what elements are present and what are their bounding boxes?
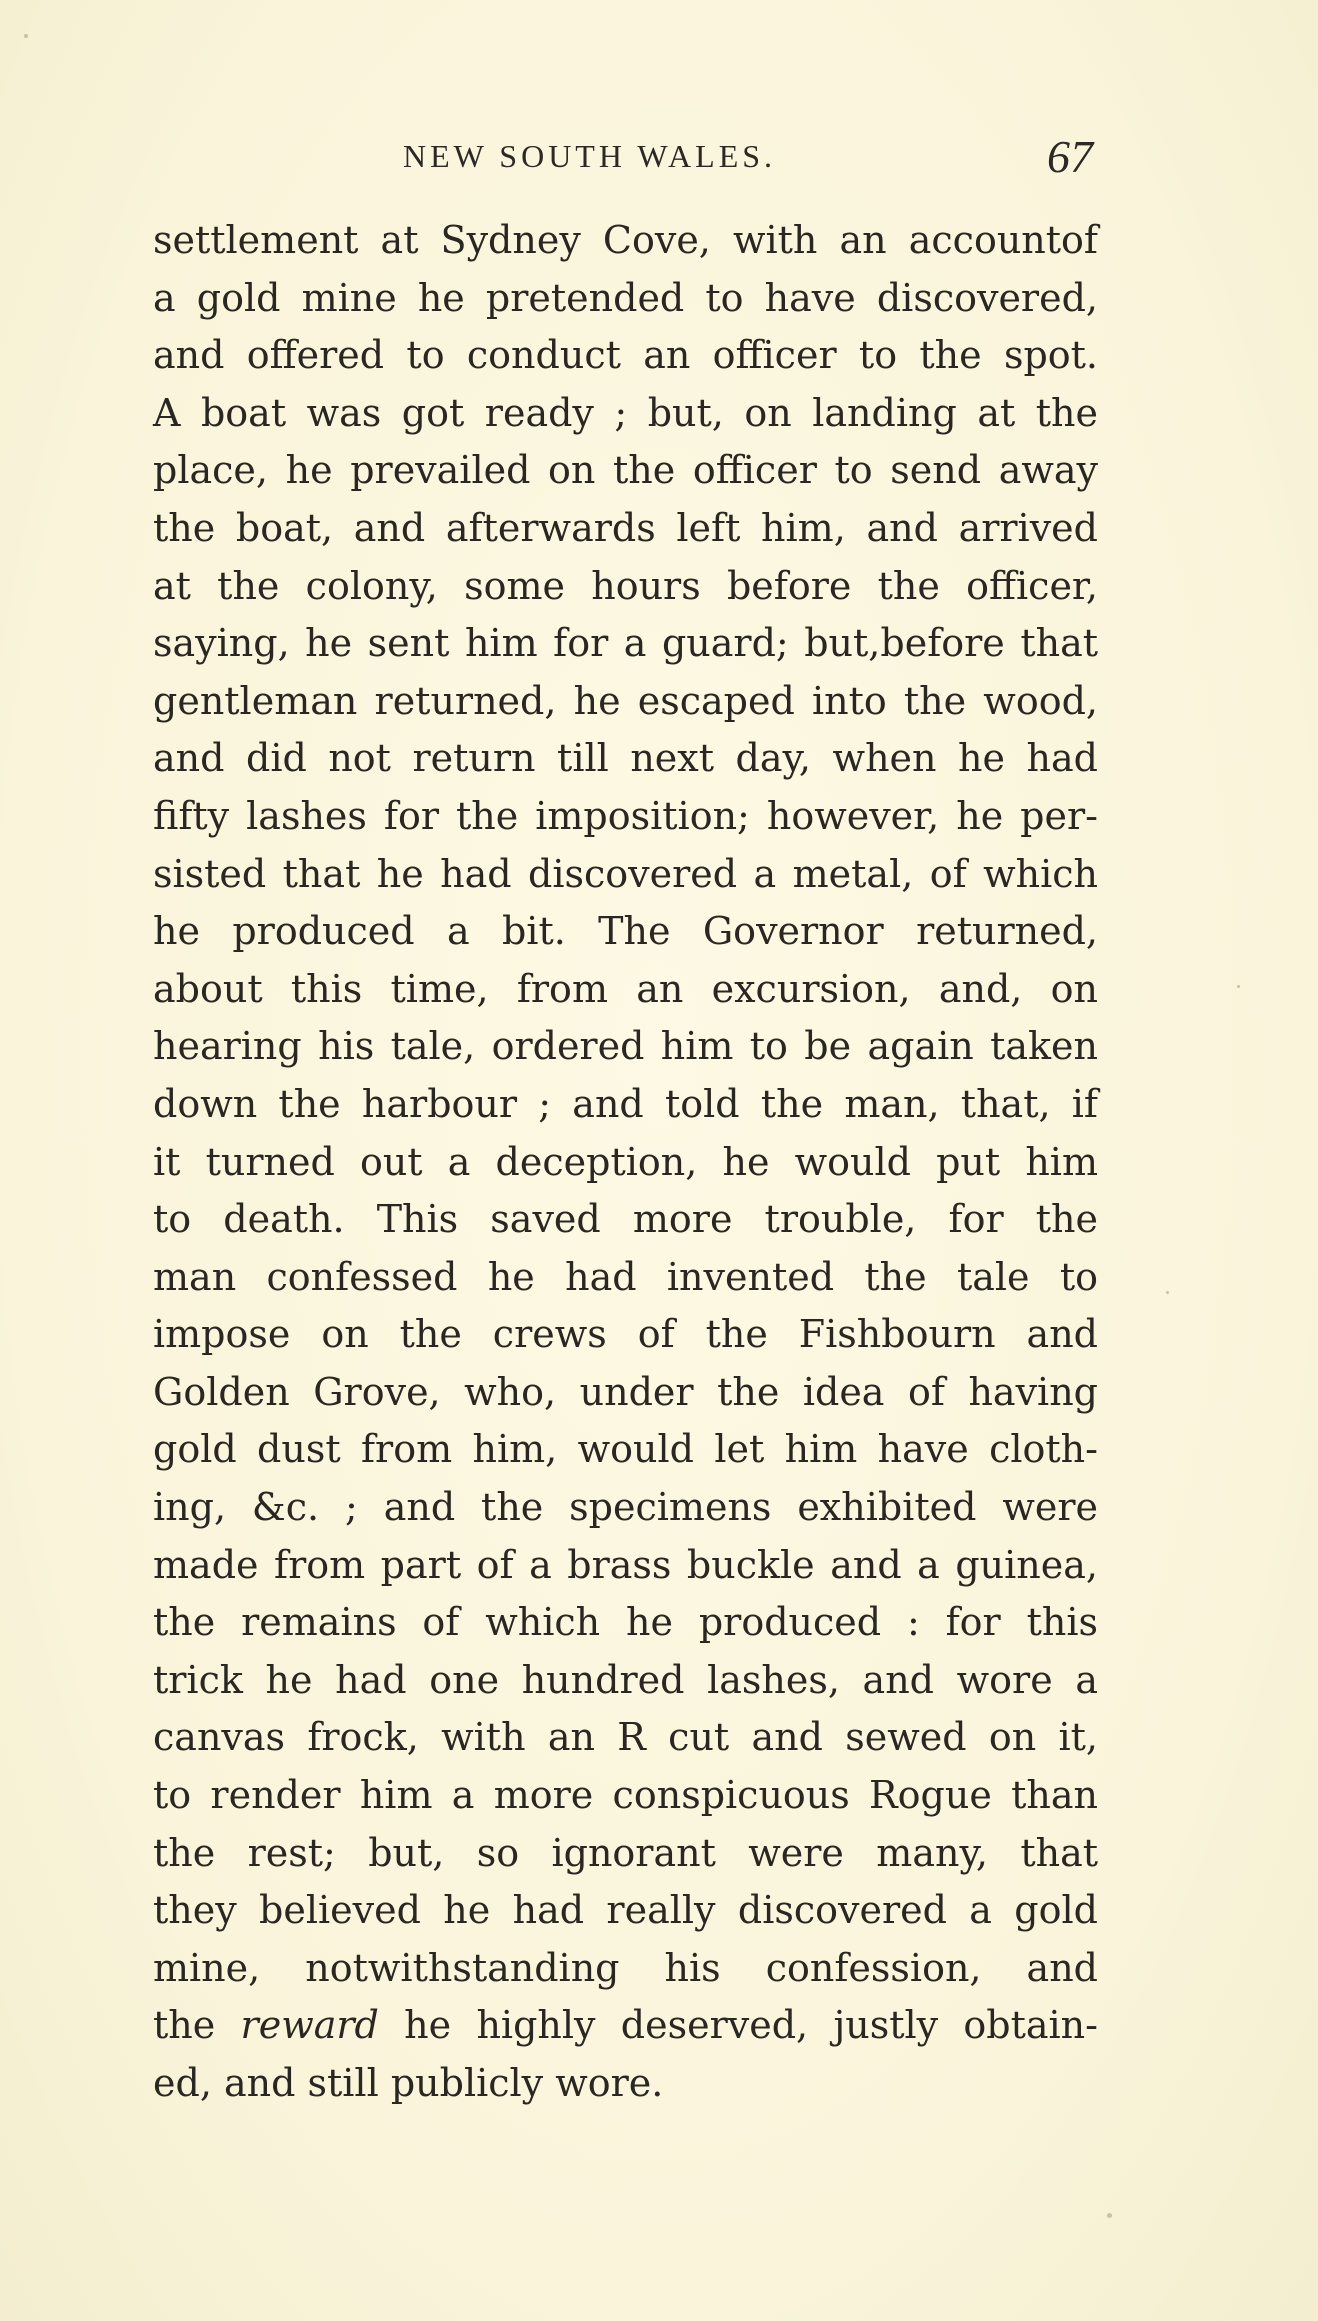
text-line: Golden Grove, who, under the idea of having [153, 1369, 1098, 1414]
body-text [153, 212, 1098, 2113]
text-line: the boat, and afterwards left him, and arrived [153, 505, 1098, 550]
text-line: to death. This saved more trouble, for the [153, 1197, 1098, 1242]
text-line: gentleman returned, he escaped into the wood, [153, 678, 1098, 723]
text-line: hearing his tale, ordered him to be again taken [153, 1024, 1098, 1069]
text-line: and offered to conduct an officer to the spot. [153, 333, 1098, 378]
text-line: the rest; but, so ignorant were many, that [153, 1830, 1098, 1875]
paper-speck [1166, 1291, 1169, 1294]
text-line: mine, notwithstanding his confession, and [153, 1945, 1098, 1990]
paper-speck [1107, 2213, 1112, 2218]
text-line: it turned out a deception, he would put him [153, 1139, 1098, 1184]
text-line: the remains of which he produced : for this [153, 1600, 1098, 1645]
text-line: trick he had one hundred lashes, and wore a [153, 1657, 1098, 1702]
page-number: 67 [1047, 131, 1093, 182]
text-line: down the harbour ; and told the man, that, if [153, 1081, 1098, 1126]
text-line: canvas frock, with an R cut and sewed on it, [153, 1715, 1098, 1760]
text-line: at the colony, some hours before the officer, [153, 563, 1098, 608]
text-line: A boat was got ready ; but, on landing at the [153, 390, 1098, 435]
text-fragment: he highly deserved, justly obtain- [378, 2003, 1098, 2048]
paper-speck [24, 34, 28, 38]
text-fragment: the [153, 2003, 241, 2048]
text-line: settlement at Sydney Cove, with an accountof [153, 218, 1098, 262]
text-line: made from part of a brass buckle and a guinea, [153, 1542, 1098, 1587]
running-head: NEW SOUTH WALES. [403, 138, 777, 174]
text-line: gold dust from him, would let him have cloth- [153, 1427, 1098, 1472]
text-line: he produced a bit. The Governor returned, [153, 909, 1098, 954]
text-line: to render him a more conspicuous Rogue than [153, 1773, 1098, 1818]
text-line: a gold mine he pretended to have discovered, [153, 275, 1098, 320]
final-text-line: ed, and still publicly wore. [153, 2061, 664, 2105]
text-line: impose on the crews of the Fishbourn and [153, 1312, 1098, 1357]
text-line: saying, he sent him for a guard; but,before that [153, 621, 1098, 666]
text-line: man confessed he had invented the tale to [153, 1254, 1098, 1299]
text-line: and did not return till next day, when he had [153, 736, 1098, 781]
text-line: place, he prevailed on the officer to send away [153, 448, 1098, 493]
text-line-with-italic [153, 1997, 1098, 2055]
text-line: ing, &c. ; and the specimens exhibited were [153, 1485, 1098, 1530]
text-line: sisted that he had discovered a metal, of which [153, 851, 1098, 896]
text-line: they believed he had really discovered a gold [153, 1888, 1098, 1933]
paper-speck [1237, 985, 1240, 988]
italic-word: reward [240, 2003, 379, 2048]
text-line: about this time, from an excursion, and, on [153, 966, 1098, 1011]
page-header [155, 130, 1093, 190]
text-line: fifty lashes for the imposition; however, he per- [153, 793, 1098, 838]
